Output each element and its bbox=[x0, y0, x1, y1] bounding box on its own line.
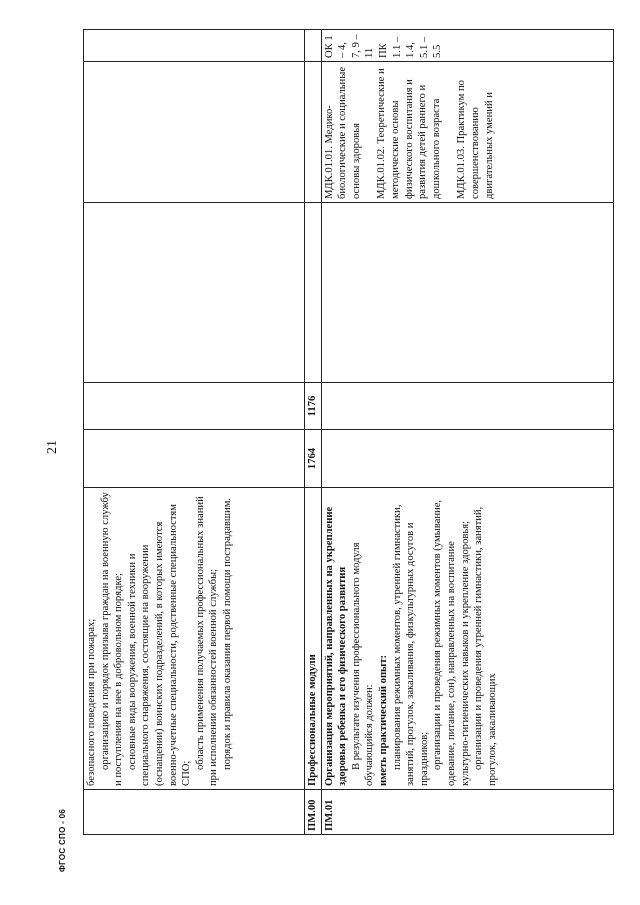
mdk-item: МДК.01.02. Теоретические и методические основы физического воспитания и развития детей раннего и дошкольного возраста bbox=[376, 68, 442, 199]
content-line: организацию и порядок призыва граждан на военную службу и поступления на нее в добровольном порядке; bbox=[99, 492, 125, 786]
content-line: область применения получаемых профессиональных знаний при исполнении обязанностей военной службы; bbox=[194, 496, 220, 786]
cell-empty bbox=[321, 203, 613, 383]
pm01-description bbox=[321, 488, 613, 790]
pm01-experience-label: иметь практический опыт: bbox=[377, 654, 389, 786]
pm00-class-load: 1176 bbox=[305, 383, 322, 430]
cell-content-top bbox=[84, 488, 305, 790]
pm00-name: Профессиональные модули bbox=[305, 488, 322, 790]
pm00-code: ПМ.00 bbox=[305, 790, 322, 835]
pm01-item: планирования режимных моментов, утренней гимнастики, занятий, прогулок, закаливания, физкультурных досугов и праздников; bbox=[391, 504, 430, 786]
pm01-item: организации и проведения режимных моментов (умывание, одевание, питание, сон), направленных на воспитание культурно-гигиенических навыков и укрепление здоровья; bbox=[432, 499, 471, 786]
cell-empty bbox=[305, 62, 322, 203]
table-row-top bbox=[84, 30, 305, 835]
mdk-item: МДК.01.03. Практикум по совершенствованию двигательных умений и bbox=[456, 80, 495, 199]
curriculum-table bbox=[83, 29, 614, 835]
content-line: безопасного поведения при пожарах; bbox=[86, 618, 97, 786]
pm01-mdk-list bbox=[321, 62, 613, 203]
cell-code-empty bbox=[84, 790, 305, 835]
pm01-intro: В результате изучения профессионального модуля обучающийся должен: bbox=[350, 542, 376, 786]
page-number: 21 bbox=[45, 440, 60, 454]
pm01-code: ПМ.01 bbox=[321, 790, 613, 835]
pm01-title: Организация мероприятий, направленных на укрепление здоровья ребенка и его физического развития bbox=[323, 506, 349, 786]
content-line: порядок и правила оказания первой помощи пострадавшим. bbox=[221, 497, 233, 770]
pm01-competencies: ОК 1 – 4, 7, 9 – 11 ПК 1.1 – 1.4, 5.1 – 5.5 bbox=[321, 30, 613, 62]
cell-mdk-empty bbox=[84, 62, 305, 203]
curriculum-table-rotated bbox=[83, 30, 614, 835]
cell-empty bbox=[84, 203, 305, 383]
table-row-pm01 bbox=[321, 30, 613, 835]
pm01-item: организации и проведения утренней гимнастики, занятий, прогулок, закаливающих bbox=[473, 506, 498, 786]
cell-empty bbox=[305, 30, 322, 62]
cell-comp-empty bbox=[84, 30, 305, 62]
cell-max-empty bbox=[84, 430, 305, 488]
cell-load-empty bbox=[84, 383, 305, 430]
pm00-max-load: 1764 bbox=[305, 430, 322, 488]
mdk-item: МДК.01.01. Медико-биологические и социальные основы здоровья bbox=[323, 66, 362, 199]
content-line: основные виды вооружения, военной техники и специального снаряжения, состоящие на вооружении (оснащении) воинских подразделений, в которых имеются военно-учетные специальности, родственные специальностям СПО; bbox=[126, 504, 193, 786]
cell-empty bbox=[321, 430, 613, 488]
document-footer: ФГОС СПО - 06 bbox=[58, 808, 67, 872]
cell-empty bbox=[321, 383, 613, 430]
table-row-pm00 bbox=[305, 30, 322, 835]
cell-empty bbox=[305, 203, 322, 383]
